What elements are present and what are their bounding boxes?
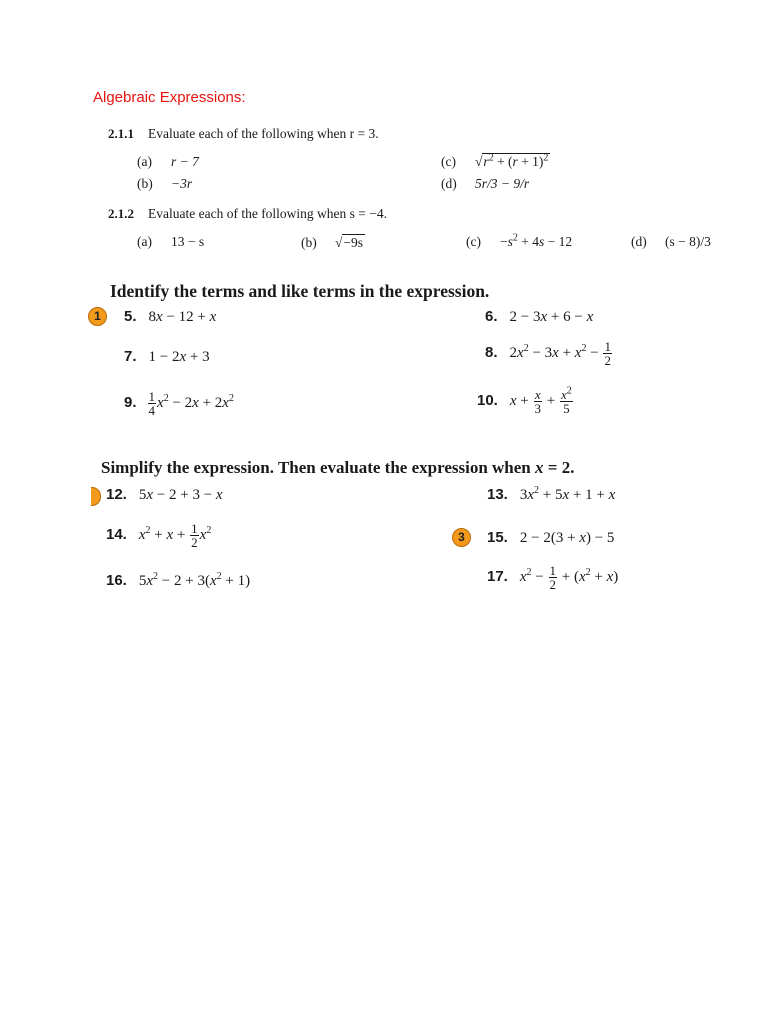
exercise-expression: $3x^2 + 5x + 1 + x$ [519, 485, 616, 503]
sqrt-radicand: −9s [343, 235, 364, 250]
problem-2-1-1-b [137, 176, 192, 192]
exercise-number: 7. [124, 348, 137, 365]
problem-2-1-1-header [108, 125, 379, 143]
exercise-number: 12. [106, 486, 127, 503]
item-expression: 13 − s [171, 234, 205, 249]
exercise-expression: $x^2 + x$ + $\frac{1}{2}$ $x^2$ [138, 521, 212, 550]
item-expression: 5r/3 − 9/r [475, 176, 530, 191]
item-label: (b) [301, 235, 317, 250]
exercise-number: 13. [487, 486, 508, 503]
heading-variable: x [535, 458, 544, 477]
item-label: (a) [137, 234, 152, 249]
item-expression: $√r^2 + (r + 1)^2$ [475, 152, 549, 169]
level-badge: 3 [452, 528, 471, 547]
problem-2-1-2-a [137, 234, 204, 250]
exercise-6 [485, 308, 593, 326]
exercise-expression: $\frac{1}{4}$ $x^2 - 2x + 2x^2$ [148, 389, 234, 418]
exercise-expression: x + $\frac{x}{3}$ + $\frac{x^2}{5}$ [509, 385, 572, 416]
exercise-7 [124, 348, 210, 366]
problem-prompt: Evaluate each of the following when r = 3. [148, 126, 379, 141]
exercise-number: 8. [485, 343, 498, 361]
exercise-expression: 5x − 2 + 3 − x [138, 487, 223, 503]
item-label: (c) [466, 234, 481, 249]
exercise-number: 5. [124, 308, 137, 325]
exercise-number: 14. [106, 525, 127, 543]
exercise-16 [106, 572, 250, 590]
exercise-5 [124, 308, 216, 326]
exercise-9 [124, 390, 234, 417]
problem-2-1-2-d [631, 234, 711, 250]
item-label: (b) [137, 176, 153, 191]
item-expression: $-s^2 + 4s - 12$ [500, 232, 573, 249]
item-label: (a) [137, 154, 152, 169]
item-expression: r − 7 [171, 154, 199, 169]
exercise-expression: 1 − 2x + 3 [148, 349, 210, 365]
item-expression: −3r [171, 176, 193, 191]
heading-text: Simplify the expression. Then evaluate the expression when [101, 458, 531, 477]
exercise-13 [487, 486, 615, 504]
exercise-expression: 8x − 12 + x [148, 309, 217, 325]
exercise-number: 10. [477, 391, 498, 409]
exercise-expression: $2x^2 - 3x + x^2$ − $\frac{1}{2}$ [509, 339, 611, 368]
exercise-expression: $5x^2 - 2 + 3(x^2 + 1)$ [138, 571, 251, 589]
item-label: (c) [441, 154, 456, 169]
page-title: Algebraic Expressions: [93, 89, 246, 106]
heading-tail: = 2. [547, 458, 575, 477]
section-heading-simplify [101, 458, 574, 478]
exercise-15 [487, 529, 614, 547]
level-badge: 1 [88, 307, 107, 326]
exercise-12 [106, 486, 223, 504]
exercise-number: 17. [487, 567, 508, 585]
exercise-number: 15. [487, 529, 508, 546]
exercise-expression: $x^2$ − $\frac{1}{2}$ + $(x^2 + x)$ [519, 563, 619, 592]
item-expression: (s − 8)/3 [665, 234, 711, 249]
problem-2-1-2-b [301, 234, 365, 251]
item-label: (d) [441, 176, 457, 191]
problem-2-1-1-c [441, 153, 550, 170]
exercise-number: 6. [485, 308, 498, 325]
exercise-number: 9. [124, 393, 137, 411]
exercise-8 [485, 340, 613, 367]
exercise-expression: 2 − 3x + 6 − x [509, 309, 594, 325]
problem-number: 2.1.1 [108, 126, 134, 141]
exercise-number: 16. [106, 572, 127, 589]
problem-2-1-2-c [466, 234, 572, 250]
level-badge-partial [91, 487, 101, 506]
exercise-10 [477, 385, 574, 416]
problem-2-1-1-d [441, 176, 529, 192]
exercise-17 [487, 564, 618, 591]
problem-prompt: Evaluate each of the following when s = −4. [148, 206, 388, 221]
section-heading-identify-terms: Identify the terms and like terms in the expression. [110, 281, 490, 301]
problem-2-1-2-header [108, 205, 387, 223]
item-label: (d) [631, 234, 647, 249]
problem-number: 2.1.2 [108, 206, 134, 221]
item-expression: √−9s [335, 235, 364, 250]
exercise-14 [106, 522, 211, 549]
problem-2-1-1-a [137, 154, 199, 170]
exercise-expression: 2 − 2(3 + x) − 5 [519, 530, 615, 546]
